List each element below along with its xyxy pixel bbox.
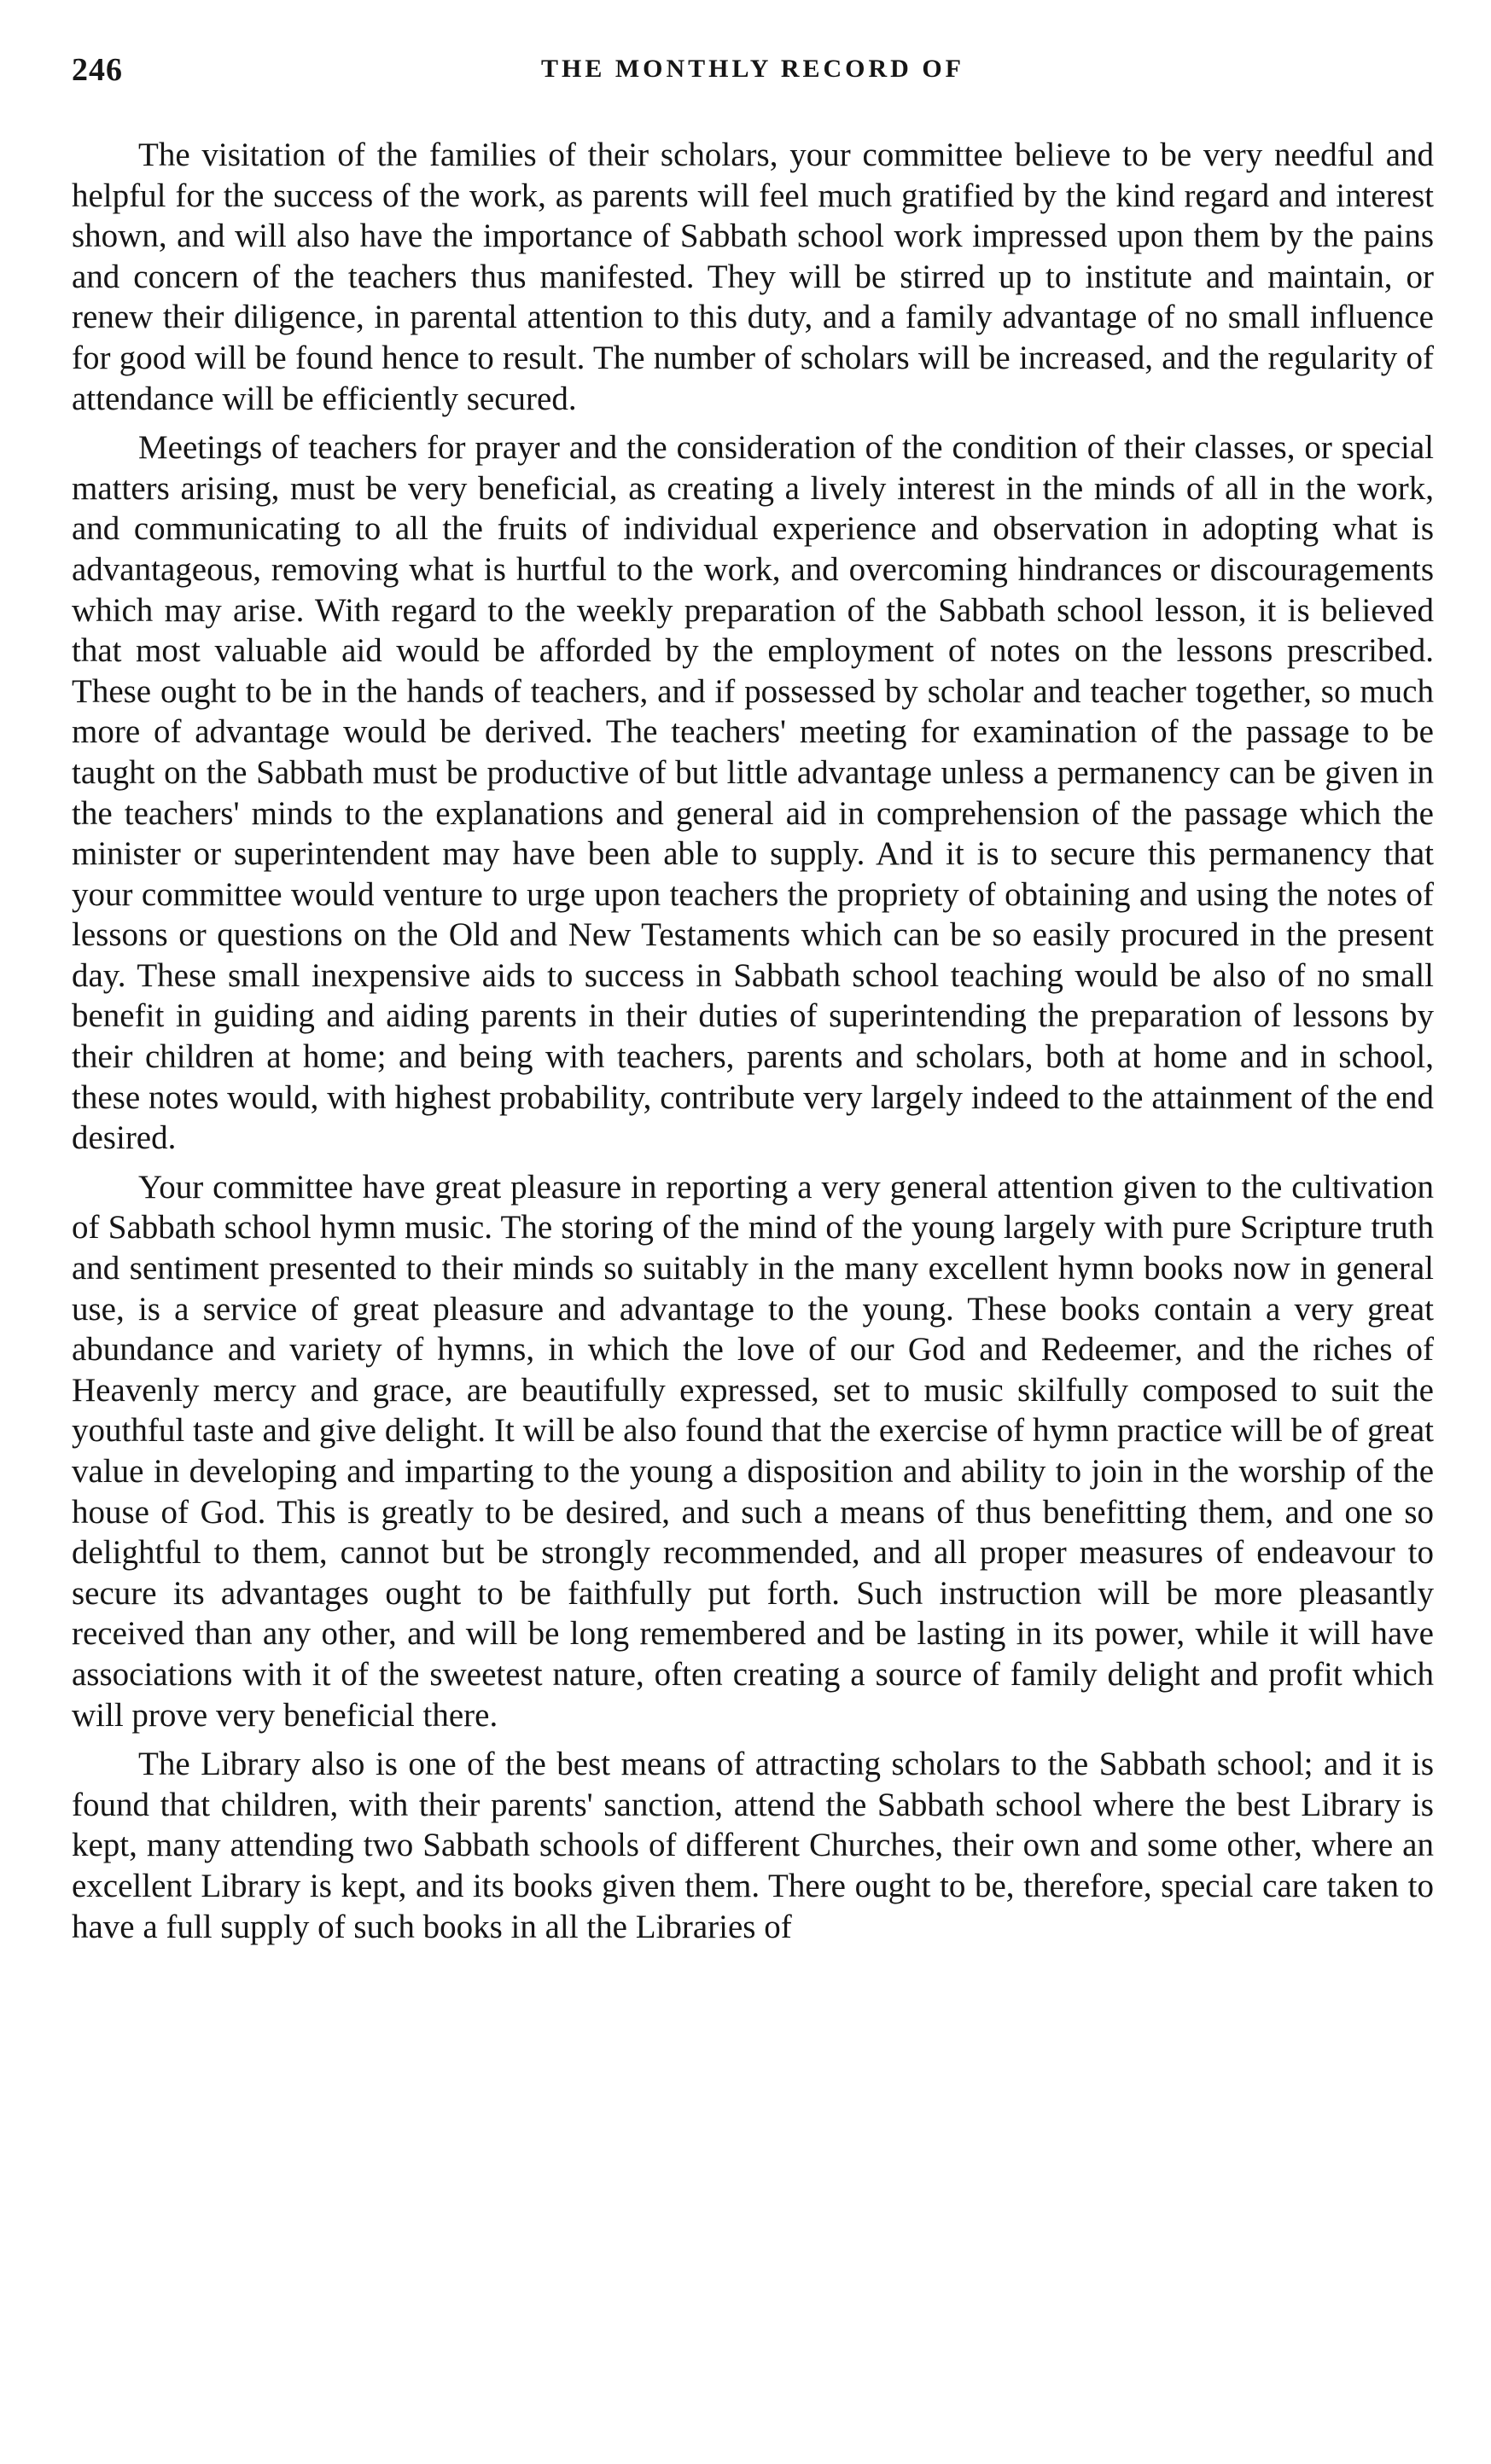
paragraph-teachers-meetings: Meetings of teachers for prayer and the consideration of the condition of their classes, or special matters arising, must be very beneficial, as creating a lively interest in the minds of all in the work, and communicating to all the fruits of individual experience and observation in adopting what is advantageous, removing what is hurtful to the work, and overcoming hindrances or discouragements which may arise. With regard to the weekly preparation of the Sabbath school lesson, it is believed that most valuable aid would be afforded by the employment of notes on the lessons prescribed. These ought to be in the hands of teachers, and if possessed by scholar and teacher together, so much more of advantage would be derived. The teachers' meeting for examination of the passage to be taught on the Sabbath must be productive of but little advantage unless a permanency can be given in the teachers' minds to the explanations and general aid in comprehension of the passage which the minister or superintendent may have been able to supply. And it is to secure this permanency that your committee would venture to urge upon teachers the propriety of obtaining and using the notes of lessons or questions on the Old and New Testaments which can be so easily procured in the present day. These small inexpensive aids to success in Sabbath school teaching would be also of no small benefit in guiding and aiding parents in their duties of superintending the preparation of lessons by their children at home; and being with teachers, parents and scholars, both at home and in school, these notes would, with highest probability, contribute very largely indeed to the attainment of the end desired. — [72, 429, 1434, 1157]
paragraph-library: The Library also is one of the best means of attracting scholars to the Sabbath school; and it is found that children, with their parents' sanction, attend the Sabbath school where the best Library is kept, many attending two Sabbath schools of different Churches, their own and some other, where an excellent Library is kept, and its books given them. There ought to be, therefore, special care taken to have a full supply of such books in all the Libraries of — [72, 1746, 1434, 1945]
page-number: 246 — [72, 52, 123, 88]
book-page — [72, 43, 1434, 1956]
paragraph-visitation: The visitation of the families of their scholars, your committee believe to be very needful and helpful for the success of the work, as parents will feel much gratified by the kind regard and interest shown, and will also have the importance of Sabbath school work impressed upon them by the pains and concern of the teachers thus manifested. They will be stirred up to institute and maintain, or renew their diligence, in parental attention to this duty, and a family advantage of no small influence for good will be found hence to result. The number of scholars will be increased, and the regularity of attendance will be efficiently secured. — [72, 137, 1434, 417]
running-title: THE MONTHLY RECORD OF — [541, 55, 964, 83]
running-head — [72, 43, 1434, 102]
body-text — [72, 135, 1434, 1947]
paragraph-hymn-music: Your committee have great pleasure in reporting a very general attention given to the cultivation of Sabbath school hymn music. The storing of the mind of the young largely with pure Scripture truth and sentiment presented to their minds so suitably in the many excellent hymn books now in general use, is a service of great pleasure and advantage to the young. These books contain a very great abundance and variety of hymns, in which the love of our God and Redeemer, and the riches of Heavenly mercy and grace, are beautifully expressed, set to music skilfully composed to suit the youthful taste and give delight. It will be also found that the exercise of hymn practice will be of great value in developing and imparting to the young a disposition and ability to join in the worship of the house of God. This is greatly to be desired, and such a means of thus benefitting them, and one so delightful to them, cannot but be strongly recommended, and all proper measures of endeavour to secure its advantages ought to be faithfully put forth. Such instruction will be more pleasantly received than any other, and will be long remembered and be lasting in its power, while it will have associations with it of the sweetest nature, often creating a source of family delight and profit which will prove very beneficial there. — [72, 1168, 1434, 1734]
